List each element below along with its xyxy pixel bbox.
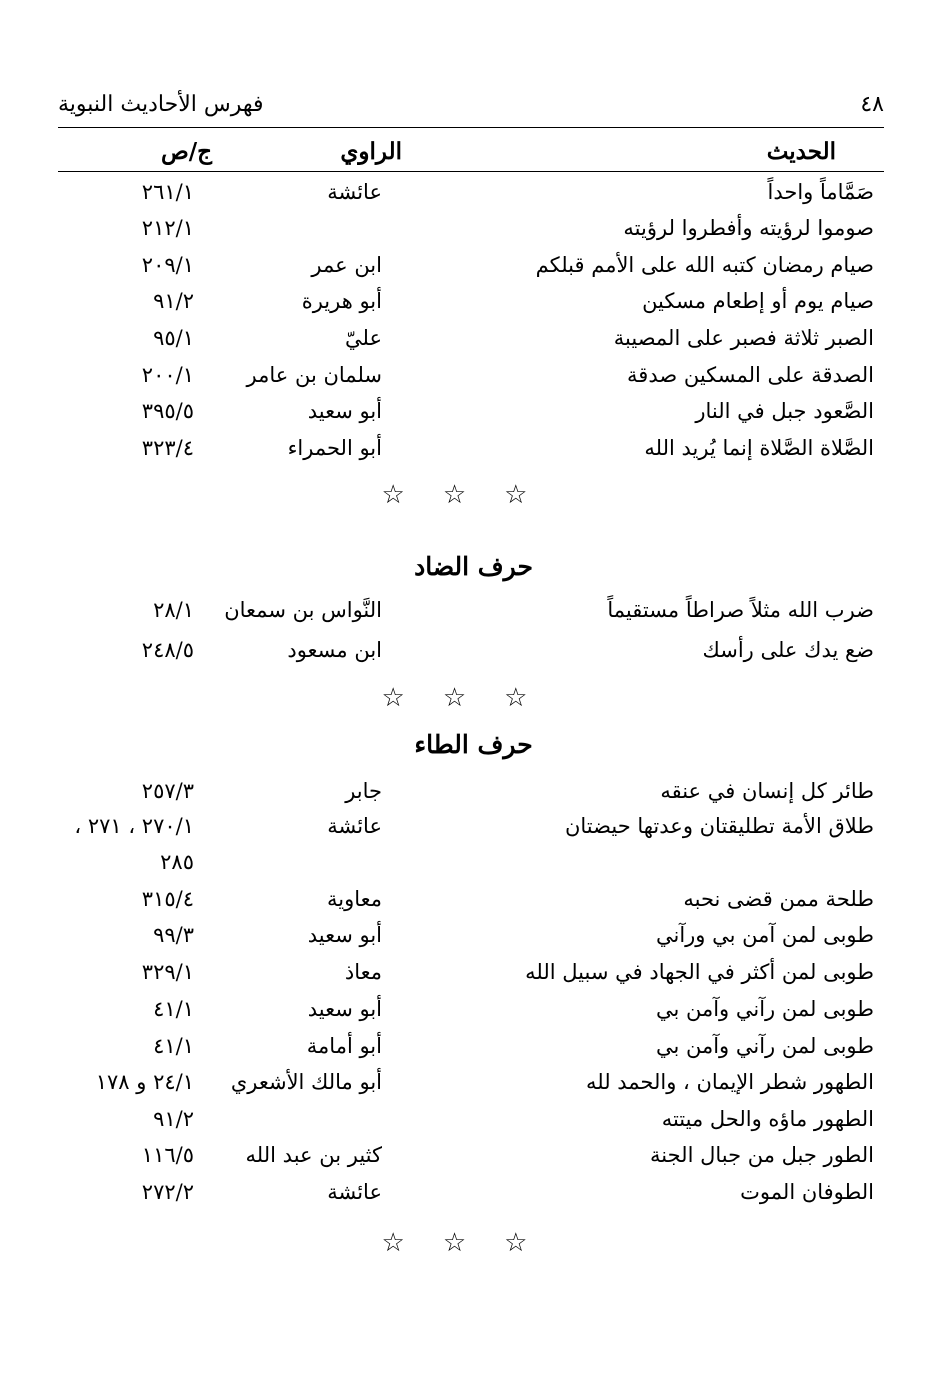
star-separator: ☆☆☆ xyxy=(381,1228,566,1258)
reference: ٩٩/٣ xyxy=(153,923,194,947)
reference: ٢٦١/١ xyxy=(141,180,194,204)
header-rule xyxy=(58,127,884,128)
reference: ٩٥/١ xyxy=(153,326,194,350)
narrator: أبو الحمراء xyxy=(287,436,382,460)
narrator: ابن عمر xyxy=(311,253,382,277)
hadith-text: طوبى لمن رآني وآمن بي xyxy=(655,997,874,1021)
reference: ٢٨/١ xyxy=(153,598,194,622)
reference: ٢٤٨/٥ xyxy=(141,638,194,662)
narrator: ابن مسعود xyxy=(287,638,382,662)
narrator: جابر xyxy=(345,779,382,803)
column-header-reference: ج/ص xyxy=(160,138,212,165)
narrator: النَّواس بن سمعان xyxy=(224,598,382,622)
hadith-text: صوموا لرؤيته وأفطروا لرؤيته xyxy=(623,216,874,240)
index-row xyxy=(58,1034,884,1068)
reference: ٣٢٩/١ xyxy=(141,960,194,984)
hadith-text: صَمَّاماً واحداً xyxy=(767,180,874,204)
hadith-text: ضرب الله مثلاً صراطاً مستقيماً xyxy=(607,598,874,622)
reference: ٣٢٣/٤ xyxy=(141,436,194,460)
hadith-text: طوبى لمن رآني وآمن بي xyxy=(655,1034,874,1058)
index-row xyxy=(58,638,884,672)
index-row xyxy=(58,180,884,214)
narrator: عائشة xyxy=(327,1180,382,1204)
hadith-text: الطهور شطر الإيمان ، والحمد لله xyxy=(585,1070,874,1094)
reference: ٣١٥/٤ xyxy=(141,887,194,911)
narrator: أبو أمامة xyxy=(306,1034,382,1058)
index-row xyxy=(58,1107,884,1141)
index-row xyxy=(58,814,884,848)
reference: ٢٤/١ و ١٧٨ xyxy=(95,1070,194,1094)
hadith-text: الطوفان الموت xyxy=(740,1180,874,1204)
reference: ٢٠٩/١ xyxy=(141,253,194,277)
narrator: أبو هريرة xyxy=(301,289,382,313)
hadith-text: طوبى لمن آمن بي ورآني xyxy=(655,923,874,947)
index-row xyxy=(58,779,884,813)
index-row xyxy=(58,997,884,1031)
hadith-text: الصَّعود جبل في النار xyxy=(695,399,874,423)
column-headers xyxy=(58,138,884,172)
index-row xyxy=(58,253,884,287)
hadith-text: ضع يدك على رأسك xyxy=(702,638,874,662)
hadith-text: الصبر ثلاثة فصبر على المصيبة xyxy=(613,326,874,350)
reference: ٤١/١ xyxy=(153,997,194,1021)
index-row xyxy=(58,598,884,632)
narrator: عائشة xyxy=(327,814,382,838)
narrator: معاوية xyxy=(326,887,382,911)
narrator: معاذ xyxy=(344,960,382,984)
narrator: أبو سعيد xyxy=(307,399,382,423)
index-row xyxy=(58,363,884,397)
hadith-text: طوبى لمن أكثر في الجهاد في سبيل الله xyxy=(525,960,874,984)
hadith-text: طائر كل إنسان في عنقه xyxy=(660,779,874,803)
index-row xyxy=(58,289,884,323)
page-number: ٤٨ xyxy=(860,92,884,117)
reference: ٢١٢/١ xyxy=(141,216,194,240)
running-title: فهرس الأحاديث النبوية xyxy=(58,92,264,117)
star-separator: ☆☆☆ xyxy=(381,683,566,713)
reference: ٩١/٢ xyxy=(153,1107,194,1131)
hadith-text: صيام رمضان كتبه الله على الأمم قبلكم xyxy=(535,253,874,277)
index-row xyxy=(58,326,884,360)
index-row xyxy=(58,399,884,433)
reference: ٤١/١ xyxy=(153,1034,194,1058)
index-row xyxy=(58,436,884,470)
narrator: أبو مالك الأشعري xyxy=(230,1070,382,1094)
hadith-text: طلاق الأمة تطليقتان وعدتها حيضتان xyxy=(564,814,874,838)
index-row xyxy=(58,216,884,250)
narrator: عائشة xyxy=(327,180,382,204)
column-header-hadith: الحديث xyxy=(766,138,836,165)
section-heading-ta: حرف الطاء xyxy=(414,730,533,759)
reference: ٢٠٠/١ xyxy=(141,363,194,387)
narrator: عليّ xyxy=(345,326,382,350)
reference: ٢٨٥ xyxy=(160,850,194,874)
reference: ٣٩٥/٥ xyxy=(141,399,194,423)
column-header-rule xyxy=(58,171,884,172)
reference: ٢٧٢/٢ xyxy=(141,1180,194,1204)
reference: ٩١/٢ xyxy=(153,289,194,313)
narrator: كثير بن عبد الله xyxy=(245,1143,382,1167)
hadith-text: الطور جبل من جبال الجنة xyxy=(650,1143,874,1167)
index-row xyxy=(58,1143,884,1177)
hadith-text: صيام يوم أو إطعام مسكين xyxy=(642,289,874,313)
index-row xyxy=(58,1180,884,1214)
running-header xyxy=(58,92,884,126)
star-separator: ☆☆☆ xyxy=(381,480,566,510)
index-row-continuation xyxy=(58,850,884,884)
reference: ٢٧٠/١ ، ٢٧١ ، xyxy=(74,814,194,838)
index-row xyxy=(58,960,884,994)
index-row xyxy=(58,923,884,957)
reference: ١١٦/٥ xyxy=(141,1143,194,1167)
narrator: أبو سعيد xyxy=(307,923,382,947)
reference: ٢٥٧/٣ xyxy=(141,779,194,803)
narrator: سلمان بن عامر xyxy=(246,363,382,387)
hadith-text: الصدقة على المسكين صدقة xyxy=(627,363,874,387)
index-row xyxy=(58,887,884,921)
section-heading-dad: حرف الضاد xyxy=(414,552,533,581)
index-row xyxy=(58,1070,884,1104)
hadith-text: الصَّلاة الصَّلاة إنما يُريد الله xyxy=(644,436,874,460)
hadith-text: طلحة ممن قضى نحبه xyxy=(683,887,874,911)
column-header-narrator: الراوي xyxy=(340,138,402,165)
narrator: أبو سعيد xyxy=(307,997,382,1021)
hadith-text: الطهور ماؤه والحل ميتته xyxy=(661,1107,874,1131)
